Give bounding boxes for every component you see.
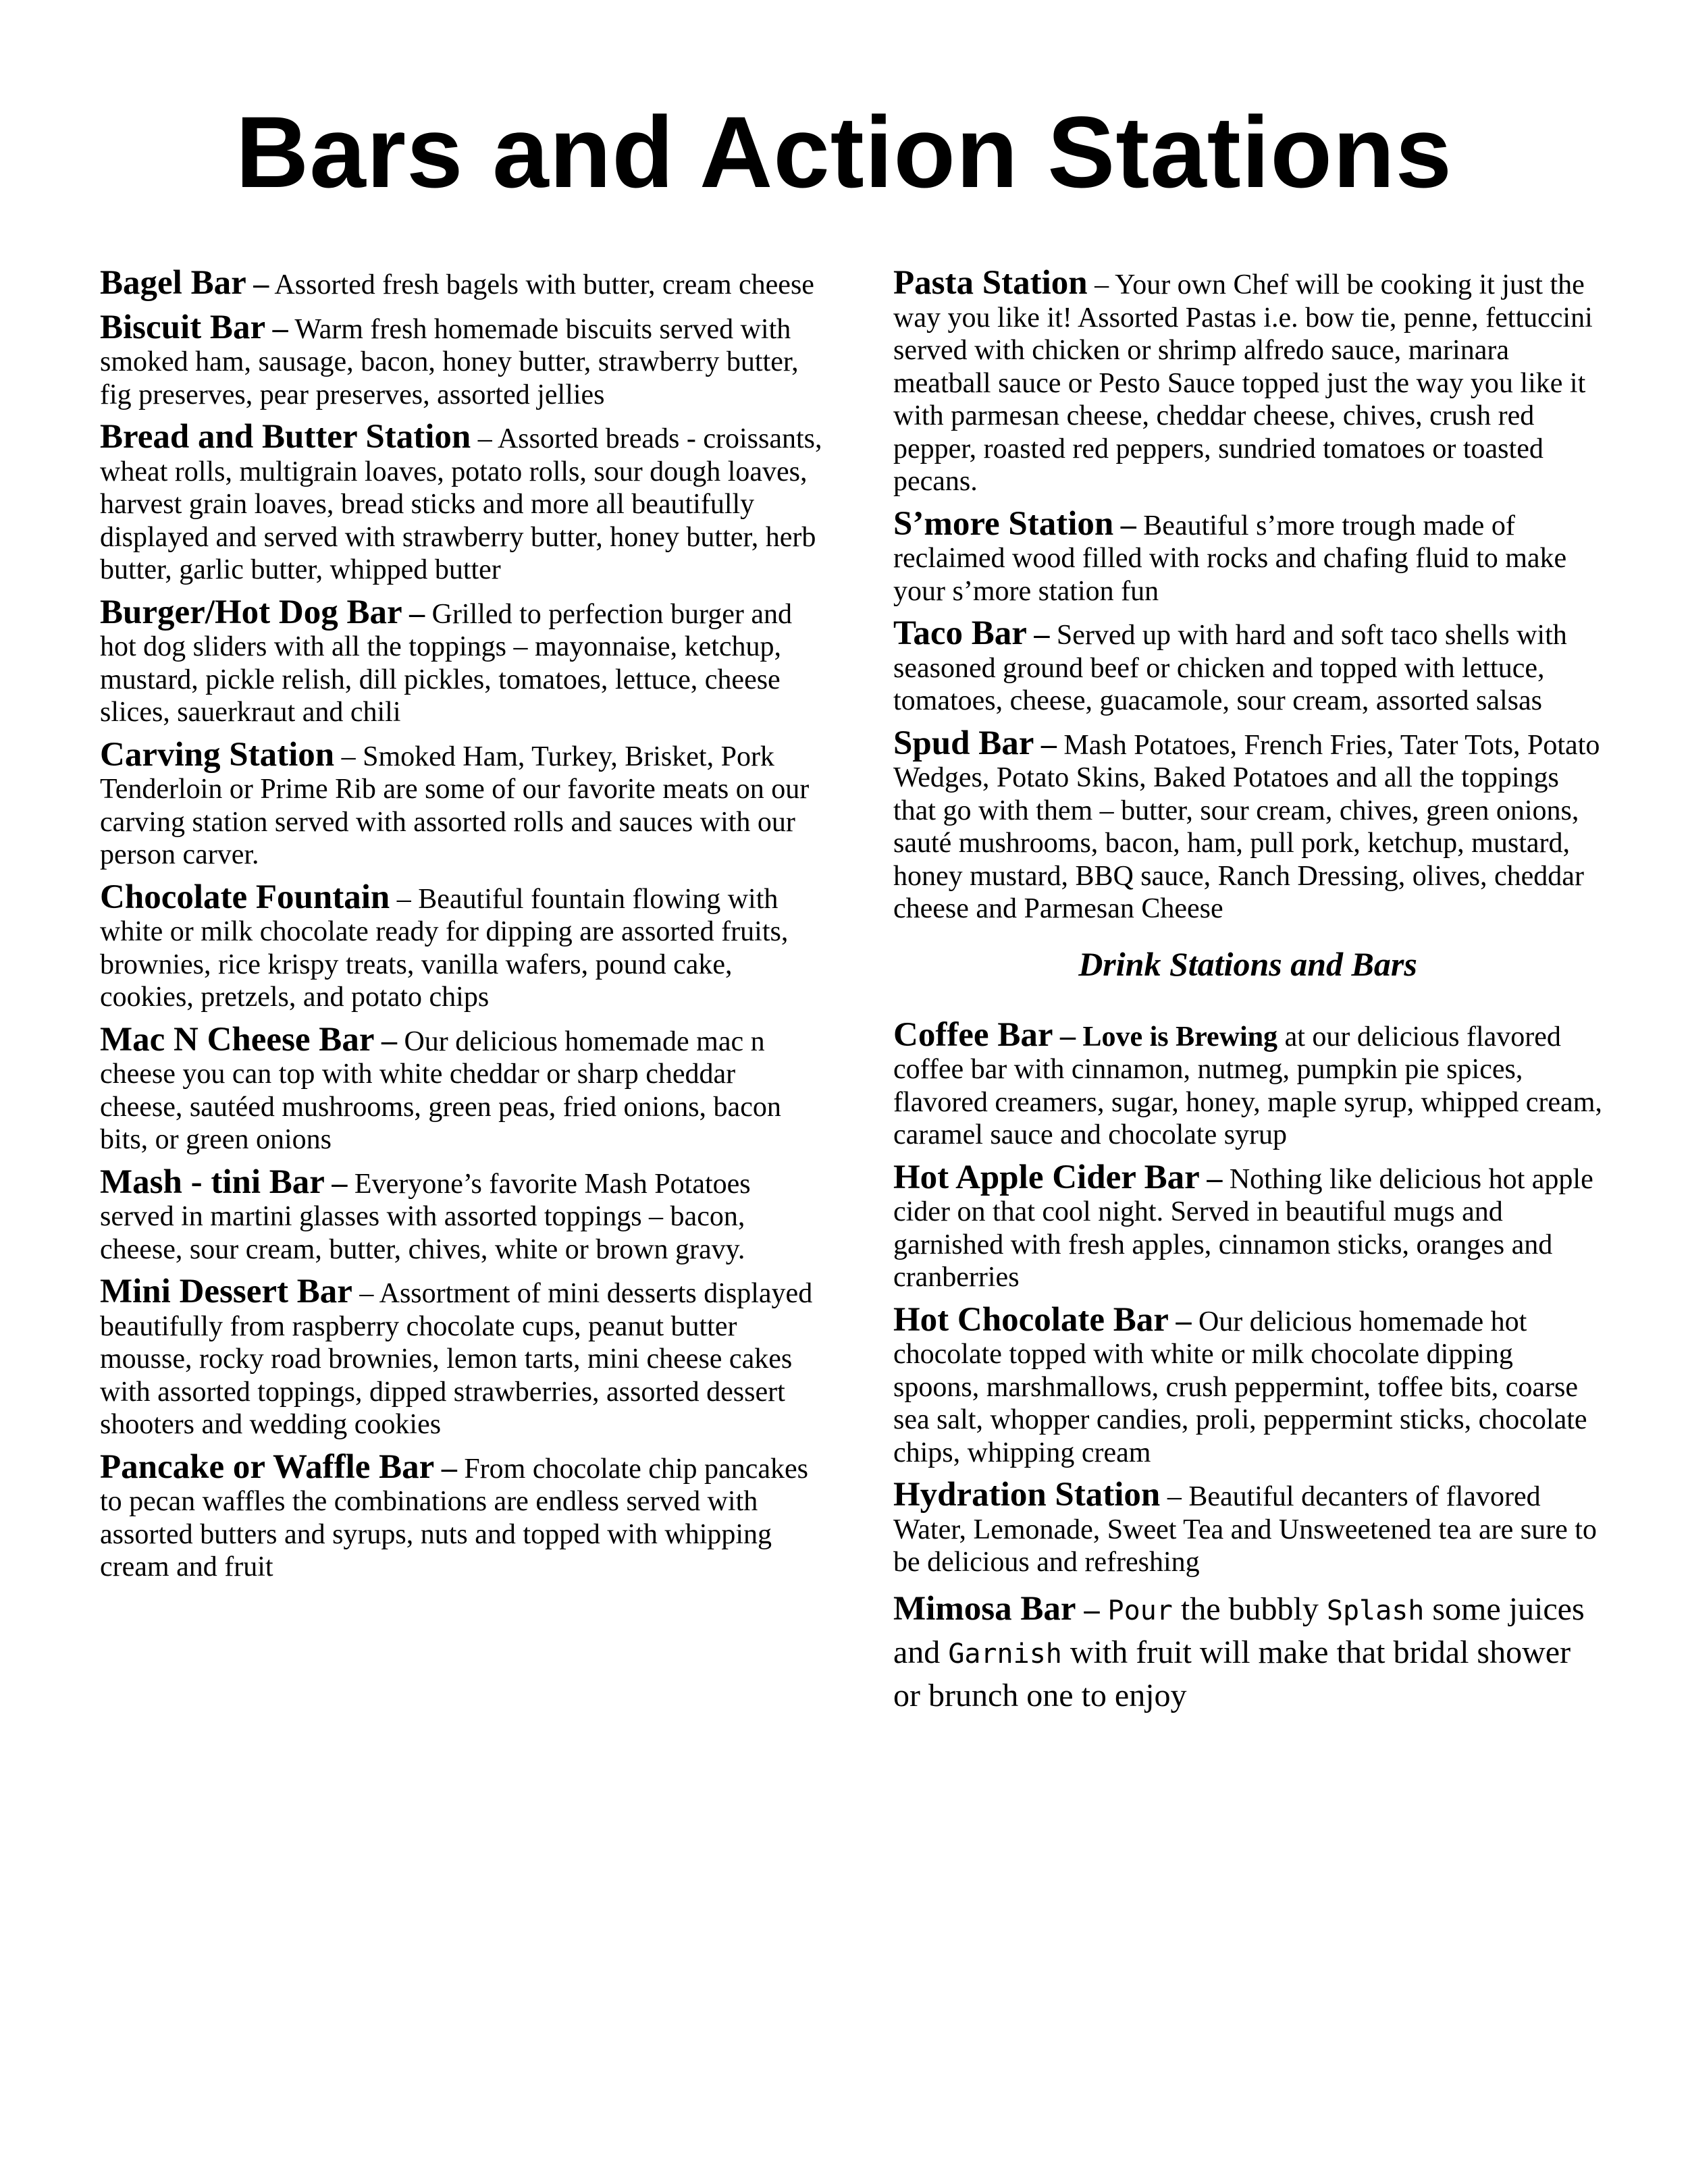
menu-item-bread-and-butter-station	[100, 418, 822, 587]
menu-item-hot-chocolate-bar	[893, 1300, 1602, 1470]
item-description: Mash Potatoes, French Fries, Tater Tots, Potato Wedges, Potato Skins, Baked Potatoes and all the toppings that go with them – butter, sour cream, chives, green onions, sauté mushrooms, bacon, ham, pull pork, ketchup, mustard, honey mustard, BBQ sauce, Ranch Dressing, olives, cheddar cheese and Parmesan Cheese	[893, 729, 1600, 924]
menu-item-mash-tini-bar	[100, 1163, 822, 1267]
item-name: Carving Station	[100, 735, 335, 774]
mimosa-text-3: with fruit will make that bridal shower or brunch one to enjoy	[893, 1634, 1571, 1713]
item-dash: –	[1120, 506, 1136, 541]
item-description: Nothing like delicious hot apple cider on that cool night. Served in beautiful mugs and garnished with fresh apples, cinnamon sticks, oranges and cranberries	[893, 1163, 1593, 1293]
item-name: Mini Dessert Bar	[100, 1273, 352, 1310]
item-name: Hydration Station	[893, 1476, 1161, 1514]
item-description: Your own Chef will be cooking it just the way you like it! Assorted Pastas i.e. bow tie, penne, fettuccini served with chicken or shrimp alfredo sauce, marinara meatball sauce or Pesto Sauce topped just the way you like it with parmesan cheese, cheddar cheese, chives, crush red pepper, roasted red peppers, sundried tomatoes or toasted pecans.	[893, 269, 1593, 497]
left-column	[100, 264, 822, 1593]
item-name: Taco Bar	[893, 614, 1027, 652]
item-description: Assortment of mini desserts displayed beautifully from raspberry chocolate cups, peanut butter mousse, rocky road brownies, lemon tarts, mini cheese cakes with assorted toppings, dipped strawberries, assorted dessert shooters and wedding cookies	[100, 1278, 813, 1440]
item-description: Beautiful s’more trough made of reclaimed wood filled with rocks and chafing fluid to make your s’more station fun	[893, 510, 1567, 607]
menu-item-spud-bar	[893, 724, 1602, 926]
mimosa-text-1: the bubbly	[1180, 1591, 1319, 1627]
mimosa-text-2: some juices and	[893, 1591, 1585, 1670]
item-name: Biscuit Bar	[100, 308, 266, 346]
item-description: Everyone’s favorite Mash Potatoes served in martini glasses with assorted toppings – bacon, cheese, sour cream, butter, chives, white or brown gravy.	[100, 1168, 751, 1265]
item-dash: –	[272, 310, 288, 345]
item-dash: –	[381, 1022, 397, 1057]
mimosa-garnish-word: Garnish	[948, 1638, 1062, 1670]
coffee-tagline: Love is Brewing	[1082, 1021, 1278, 1053]
item-description: Our delicious homemade mac n cheese you can top with white cheddar or sharp cheddar cheese, sautéed mushrooms, green peas, fried onions, bacon bits, or green onions	[100, 1026, 781, 1155]
item-dash: –	[253, 266, 269, 300]
menu-item-biscuit-bar	[100, 308, 822, 412]
drink-section-heading: Drink Stations and Bars	[1078, 944, 1417, 983]
item-description: Grilled to perfection burger and hot dog sliders with all the toppings – mayonnaise, ketchup, mustard, pickle relish, dill pickles, tomatoes, lettuce, cheese slices, sauerkraut and chili	[100, 598, 792, 728]
item-dash: –	[396, 883, 411, 915]
menu-item-pasta-station	[893, 264, 1602, 498]
item-dash: –	[477, 423, 492, 454]
item-name: Bagel Bar	[100, 264, 246, 302]
item-description: Beautiful fountain flowing with white or milk chocolate ready for dipping are assorted fruits, brownies, rice krispy treats, vanilla wafers, pound cake, cookies, pretzels, and potato chips	[100, 883, 789, 1013]
item-description: Assorted breads - croissants, wheat rolls, multigrain loaves, potato rolls, sour dough loaves, harvest grain loaves, bread sticks and more all beautifully displayed and served with strawberry butter, honey butter, herb butter, garlic butter, whipped butter	[100, 423, 822, 585]
item-description: Assorted fresh bagels with butter, cream cheese	[274, 269, 814, 300]
item-dash: –	[1040, 726, 1057, 761]
item-description: Served up with hard and soft taco shells with seasoned ground beef or chicken and topped with lettuce, tomatoes, cheese, guacamole, sour cream, assorted salsas	[893, 620, 1567, 716]
item-name: Mac N Cheese Bar	[100, 1020, 375, 1059]
item-description: Our delicious homemade hot chocolate topped with white or milk chocolate dipping spoons, marshmallows, crush peppermint, toffee bits, coarse sea salt, whopper candies, proli, peppermint sticks, chocolate chips, whipping cream	[893, 1306, 1587, 1468]
menu-item-hydration-station	[893, 1476, 1602, 1579]
item-name: Bread and Butter Station	[100, 418, 471, 456]
item-description: Beautiful decanters of flavored Water, Lemonade, Sweet Tea and Unsweetened tea are sure to be delicious and refreshing	[893, 1481, 1597, 1578]
item-name: Pancake or Waffle Bar	[100, 1447, 435, 1486]
item-name: Chocolate Fountain	[100, 878, 390, 916]
item-name: Hot Apple Cider Bar	[893, 1158, 1200, 1196]
item-dash: –	[359, 1278, 374, 1309]
menu-item-burger-hot-dog-bar	[100, 593, 822, 729]
item-dash: –	[441, 1449, 457, 1485]
item-dash: –	[341, 741, 356, 772]
item-name: S’more Station	[893, 504, 1114, 543]
item-description: Warm fresh homemade biscuits served with smoked ham, sausage, bacon, honey butter, strawberry butter, fig preserves, pear preserves, assorted jellies	[100, 313, 799, 410]
menu-item-carving-station	[100, 735, 822, 872]
item-description: at our delicious flavored coffee bar with cinnamon, nutmeg, pumpkin pie spices, flavored creamers, sugar, honey, maple syrup, whipped cream, caramel sauce and chocolate syrup	[893, 1021, 1602, 1150]
mimosa-splash-word: Splash	[1326, 1595, 1425, 1626]
item-description: From chocolate chip pancakes to pecan waffles the combinations are endless served with assorted butters and syrups, nuts and topped with whipping cream and fruit	[100, 1453, 808, 1582]
menu-item-chocolate-fountain	[100, 878, 822, 1014]
item-name: Spud Bar	[893, 724, 1034, 762]
item-dash: –	[1094, 269, 1109, 300]
item-dash: –	[1084, 1591, 1100, 1626]
item-dash: –	[1176, 1302, 1192, 1337]
item-name: Mimosa Bar	[893, 1589, 1076, 1628]
item-dash: –	[332, 1165, 348, 1200]
menu-item-pancake-or-waffle-bar	[100, 1447, 822, 1584]
item-description: Smoked Ham, Turkey, Brisket, Pork Tenderloin or Prime Rib are some of our favorite meats on our carving station served with assorted rolls and sauces with our person carver.	[100, 741, 810, 870]
item-name: Pasta Station	[893, 264, 1088, 302]
item-dash: –	[409, 595, 425, 630]
item-dash: –	[1167, 1481, 1182, 1512]
menu-item-coffee-bar	[893, 1015, 1602, 1152]
item-name: Mash - tini Bar	[100, 1163, 325, 1201]
item-dash: –	[1034, 616, 1050, 651]
menu-item-smore-station	[893, 504, 1602, 608]
right-column	[893, 264, 1602, 1726]
menu-item-mimosa-bar	[893, 1589, 1602, 1716]
menu-item-bagel-bar	[100, 264, 822, 302]
item-name: Burger/Hot Dog Bar	[100, 593, 402, 631]
item-dash: –	[1207, 1160, 1223, 1195]
menu-item-taco-bar	[893, 614, 1602, 718]
item-name: Hot Chocolate Bar	[893, 1300, 1169, 1339]
menu-item-mac-n-cheese-bar	[100, 1020, 822, 1156]
item-dash: –	[1059, 1017, 1076, 1053]
mimosa-pour-word: Pour	[1107, 1595, 1173, 1626]
page-title: Bars and Action Stations	[235, 95, 1453, 209]
menu-item-hot-apple-cider-bar	[893, 1158, 1602, 1294]
item-name: Coffee Bar	[893, 1015, 1053, 1054]
menu-item-mini-dessert-bar	[100, 1275, 822, 1441]
